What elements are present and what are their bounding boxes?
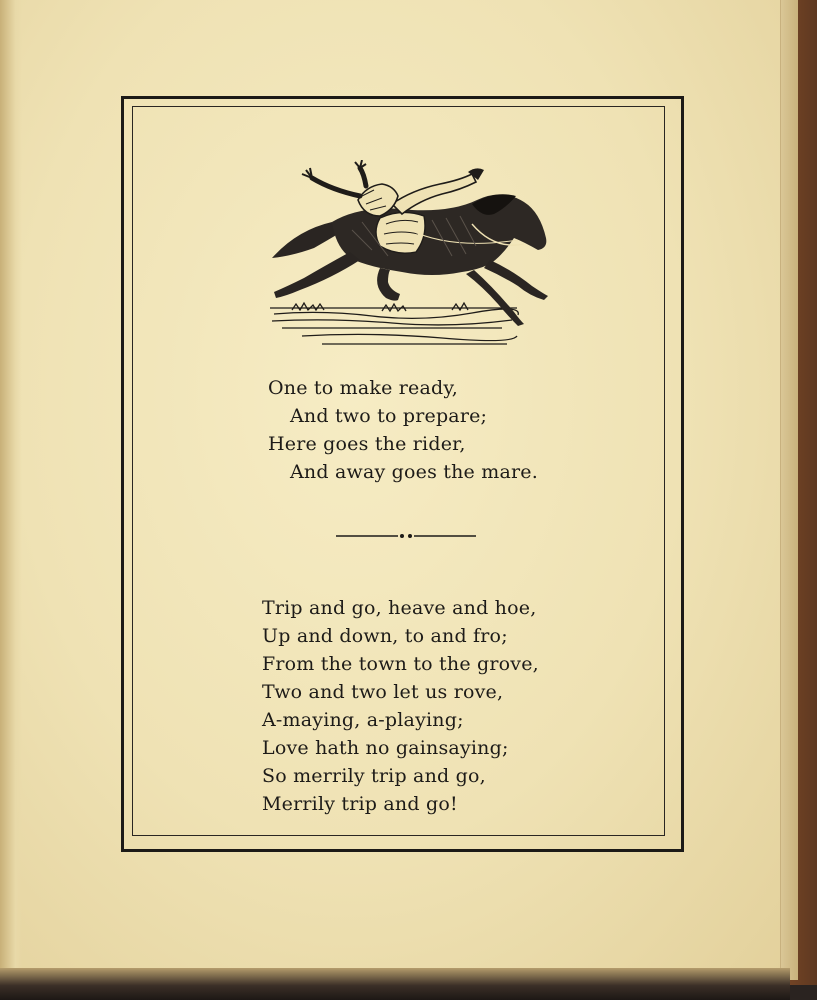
poem-line: Merrily trip and go! [262, 793, 458, 815]
poem-line: Two and two let us rove, [262, 681, 504, 703]
poem-line: One to make ready, [268, 377, 459, 399]
poem-line: So merrily trip and go, [262, 765, 486, 787]
scan-bottom-edge [0, 968, 790, 1000]
poem-trip-and-go [262, 594, 539, 818]
poem-line: A-maying, a-playing; [262, 709, 464, 731]
poem-line: Trip and go, heave and hoe, [262, 597, 537, 619]
poem-one-to-make-ready [268, 374, 538, 486]
poem-line: And away goes the mare. [290, 461, 538, 483]
page-gutter [0, 0, 22, 975]
divider-ornament-icon [336, 531, 476, 541]
poem-line: From the town to the grove, [262, 653, 539, 675]
poem-line: Love hath no gainsaying; [262, 737, 509, 759]
poem-line: And two to prepare; [290, 405, 488, 427]
horse-rider-illustration [262, 160, 562, 360]
poem-line: Up and down, to and fro; [262, 625, 508, 647]
poem-line: Here goes the rider, [268, 433, 466, 455]
